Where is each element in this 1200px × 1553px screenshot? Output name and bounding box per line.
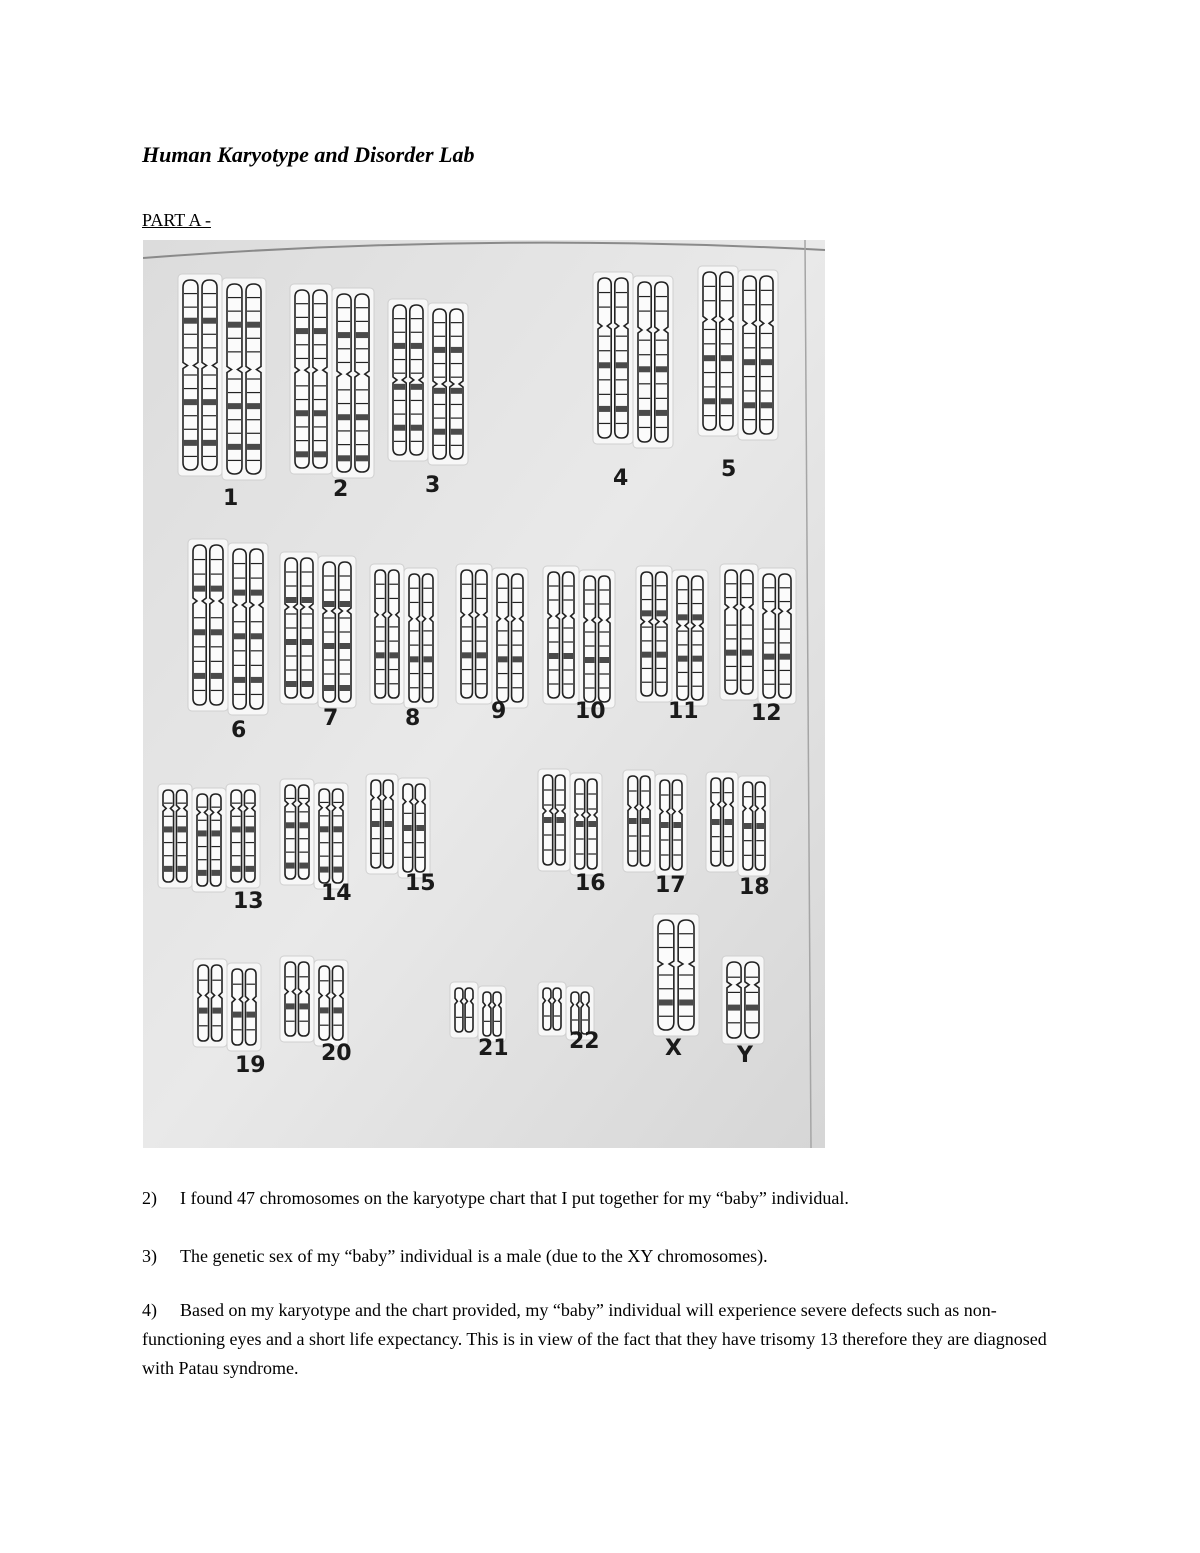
chromosome-pair-15 xyxy=(366,774,430,878)
chromosome-19 xyxy=(193,959,227,1047)
chromosome-16 xyxy=(538,769,570,871)
answer-3-text: The genetic sex of my “baby” individual is a male (due to the XY chromosomes). xyxy=(180,1246,768,1266)
chromosome-label-15: 15 xyxy=(405,871,436,896)
chromosome-pair-11 xyxy=(636,566,708,706)
chromosome-11 xyxy=(672,570,708,706)
chromosome-label-y: Y xyxy=(737,1043,753,1068)
chromosome-label-9: 9 xyxy=(491,699,507,724)
chromosome-1 xyxy=(222,278,266,480)
chromosome-14 xyxy=(314,783,348,889)
chromosome-pair-y xyxy=(722,956,764,1044)
chromosome-12 xyxy=(758,568,796,704)
chromosome-7 xyxy=(318,556,356,708)
chromosome-pair-4 xyxy=(593,272,673,448)
chromosome-label-22: 22 xyxy=(569,1029,600,1054)
chromosome-pair-2 xyxy=(290,284,374,478)
chromosome-label-11: 11 xyxy=(668,699,699,724)
chromosome-pair-18 xyxy=(706,772,770,876)
chromosome-pair-17 xyxy=(623,770,687,876)
chromosome-17 xyxy=(623,770,655,872)
chromosome-label-20: 20 xyxy=(321,1041,352,1066)
chromosome-13 xyxy=(158,784,192,888)
chromosome-4 xyxy=(633,276,673,448)
chromosome-pair-19 xyxy=(193,959,261,1051)
document-title: Human Karyotype and Disorder Lab xyxy=(142,142,475,167)
answer-2 xyxy=(142,1184,1067,1213)
chromosome-1 xyxy=(178,274,222,476)
chromosome-14 xyxy=(280,779,314,885)
chromosome-21 xyxy=(450,982,478,1038)
chromosome-label-5: 5 xyxy=(721,457,737,482)
chromosome-label-19: 19 xyxy=(235,1053,266,1078)
chromosome-13 xyxy=(226,784,260,888)
chromosome-pair-6 xyxy=(188,539,268,715)
chromosome-15 xyxy=(366,774,398,874)
chromosome-15 xyxy=(398,778,430,878)
chromosome-2 xyxy=(290,284,332,474)
chromosome-9 xyxy=(456,564,492,704)
chromosome-21 xyxy=(478,986,506,1042)
chromosome-label-14: 14 xyxy=(321,881,352,906)
chromosome-18 xyxy=(706,772,738,872)
chromosome-20 xyxy=(280,956,314,1042)
chromosome-8 xyxy=(370,564,404,704)
chromosome-10 xyxy=(579,570,615,708)
answer-4-text: Based on my karyotype and the chart provided, my “baby” individual will experience severe defects such as non-functioning eyes and a short life expectancy. This is in view of the fact that they have trisomy 13 therefore they are diagnosed with Patau syndrome. xyxy=(142,1300,1047,1378)
chromosome-5 xyxy=(738,270,778,440)
chromosome-3 xyxy=(428,303,468,465)
chromosome-6 xyxy=(228,543,268,715)
chromosome-2 xyxy=(332,288,374,478)
chromosome-label-12: 12 xyxy=(751,701,782,726)
chromosome-pair-x xyxy=(653,914,699,1036)
chromosome-20 xyxy=(314,960,348,1046)
chromosome-pair-10 xyxy=(543,566,615,708)
chromosome-17 xyxy=(655,774,687,876)
chromosome-y xyxy=(722,956,764,1044)
chromosome-label-1: 1 xyxy=(223,486,239,511)
answer-3-number: 3) xyxy=(142,1246,157,1266)
karyotype-illustration xyxy=(143,240,825,1148)
chromosome-label-3: 3 xyxy=(425,473,441,498)
chromosome-pair-13 xyxy=(158,784,260,892)
answer-4 xyxy=(142,1296,1067,1383)
chromosome-x xyxy=(653,914,699,1036)
chromosome-4 xyxy=(593,272,633,444)
chromosome-label-2: 2 xyxy=(333,477,349,502)
chromosome-label-10: 10 xyxy=(575,699,606,724)
chromosome-12 xyxy=(720,564,758,700)
chromosome-pair-5 xyxy=(698,266,778,440)
chromosome-label-18: 18 xyxy=(739,875,770,900)
karyotype-photo xyxy=(143,240,825,1148)
chromosome-label-13: 13 xyxy=(233,889,264,914)
answer-4-number: 4) xyxy=(142,1300,157,1320)
chromosome-5 xyxy=(698,266,738,436)
chromosome-label-6: 6 xyxy=(231,718,247,743)
answer-2-text: I found 47 chromosomes on the karyotype chart that I put together for my “baby” individual. xyxy=(180,1188,849,1208)
chromosome-pair-9 xyxy=(456,564,528,708)
chromosome-13 xyxy=(192,788,226,892)
chromosome-label-x: X xyxy=(665,1036,682,1061)
chromosome-18 xyxy=(738,776,770,876)
answer-2-number: 2) xyxy=(142,1188,157,1208)
chromosome-pair-21 xyxy=(450,982,506,1042)
chromosome-pair-20 xyxy=(280,956,348,1046)
chromosome-8 xyxy=(404,568,438,708)
chromosome-6 xyxy=(188,539,228,711)
chromosome-16 xyxy=(570,773,602,875)
chromosome-7 xyxy=(280,552,318,704)
chromosome-11 xyxy=(636,566,672,702)
chromosome-pair-3 xyxy=(388,299,468,465)
chromosome-label-17: 17 xyxy=(655,873,686,898)
chromosome-label-4: 4 xyxy=(613,466,629,491)
chromosome-19 xyxy=(227,963,261,1051)
chromosome-pair-1 xyxy=(178,274,266,480)
chromosome-22 xyxy=(538,982,566,1036)
chromosome-9 xyxy=(492,568,528,708)
chromosome-label-7: 7 xyxy=(323,706,339,731)
chromosome-3 xyxy=(388,299,428,461)
chromosome-pair-16 xyxy=(538,769,602,875)
answer-3 xyxy=(142,1242,1067,1271)
chromosome-pair-12 xyxy=(720,564,796,704)
chromosome-10 xyxy=(543,566,579,704)
chromosome-pair-7 xyxy=(280,552,356,708)
chromosome-label-21: 21 xyxy=(478,1036,509,1061)
chromosome-label-16: 16 xyxy=(575,871,606,896)
chromosome-label-8: 8 xyxy=(405,706,421,731)
part-a-heading: PART A - xyxy=(142,210,211,230)
chromosome-pair-14 xyxy=(280,779,348,889)
chromosome-pair-8 xyxy=(370,564,438,708)
